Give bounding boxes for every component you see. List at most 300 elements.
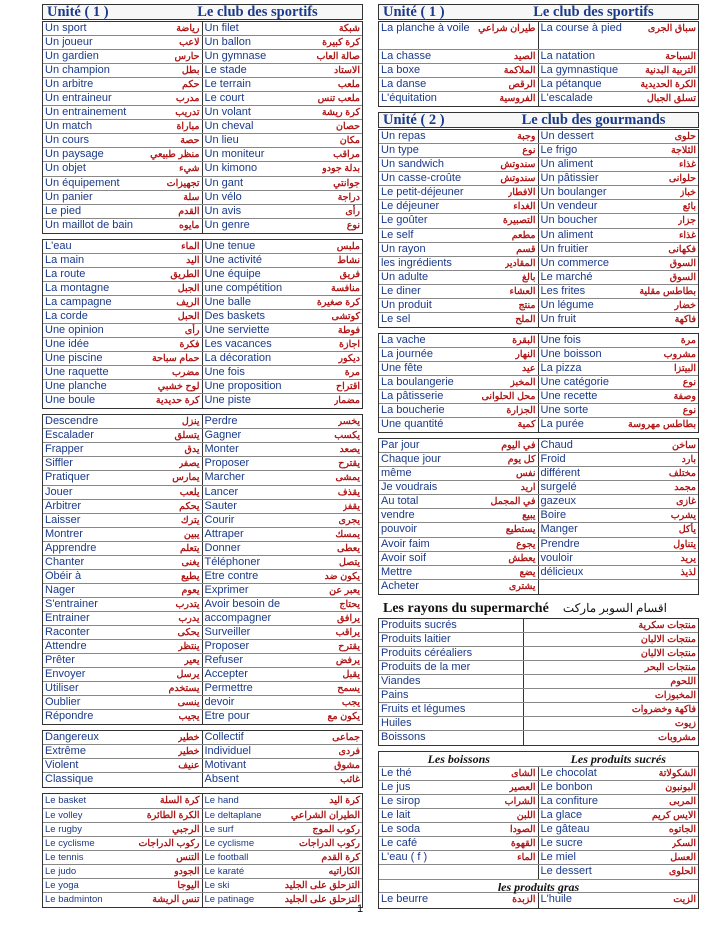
arabic-translation: السوق bbox=[669, 257, 696, 269]
table-row bbox=[379, 144, 698, 158]
arabic-translation: بطل bbox=[181, 65, 200, 77]
arabic-translation: يتدرب bbox=[175, 598, 200, 610]
vocab-pair bbox=[539, 837, 699, 850]
arabic-translation: الزيت bbox=[673, 894, 696, 906]
arabic-translation: حارس bbox=[174, 51, 200, 63]
vocab-pair bbox=[203, 268, 363, 281]
arabic-translation: اجازة bbox=[339, 339, 360, 351]
arabic-translation: السوق bbox=[669, 271, 696, 283]
french-word: Un ballon bbox=[204, 36, 251, 49]
vocab-pair bbox=[43, 338, 203, 351]
vocab-pair bbox=[379, 467, 539, 480]
arabic-translation: يقفز bbox=[342, 500, 360, 512]
french-word: Un gant bbox=[204, 176, 244, 189]
vocab-pair bbox=[539, 509, 699, 522]
vocab-pair bbox=[43, 219, 203, 233]
french-word: Une boule bbox=[45, 394, 96, 407]
arabic-translation: تدريب bbox=[175, 107, 200, 119]
arabic-translation: الغداء bbox=[513, 201, 536, 213]
supermarche-section-title bbox=[378, 600, 699, 618]
table-row bbox=[379, 689, 698, 703]
french-word: Le ski bbox=[204, 879, 230, 891]
arabic-translation: اليوجا bbox=[177, 879, 200, 891]
french-word: Gagner bbox=[204, 429, 242, 442]
table-row bbox=[43, 394, 362, 408]
unit-title: Le club des sportifs bbox=[197, 3, 318, 20]
table-row bbox=[43, 851, 362, 865]
french-word: Un type bbox=[381, 144, 419, 157]
arabic-translation: نوع bbox=[682, 376, 696, 388]
vocab-pair bbox=[43, 556, 203, 569]
french-word: Boissons bbox=[379, 731, 524, 745]
french-word: Une boisson bbox=[540, 347, 602, 360]
french-word: Un avis bbox=[204, 204, 242, 217]
table-row bbox=[43, 654, 362, 668]
arabic-translation: ملعب bbox=[337, 79, 360, 91]
french-word: Froid bbox=[540, 453, 566, 466]
vocab-pair bbox=[43, 134, 203, 147]
french-word: Le beurre bbox=[381, 893, 429, 906]
french-word: La décoration bbox=[204, 352, 272, 365]
vocab-pair bbox=[379, 64, 539, 77]
vocab-pair bbox=[203, 682, 363, 695]
vocab-pair bbox=[43, 731, 203, 744]
arabic-translation: منافسة bbox=[331, 282, 360, 294]
vocab-pair bbox=[379, 809, 539, 822]
arabic-translation: التنس bbox=[176, 851, 200, 863]
arabic-translation: الحبل bbox=[177, 310, 200, 322]
unit-header bbox=[42, 4, 363, 20]
french-word: Un panier bbox=[45, 190, 93, 203]
french-word: Etre pour bbox=[204, 710, 250, 723]
arabic-translation: يرفض bbox=[335, 655, 360, 667]
arabic-translation: يحتاج bbox=[339, 598, 360, 610]
table-row bbox=[43, 191, 362, 205]
vocab-pair bbox=[203, 879, 363, 892]
table-row bbox=[379, 418, 698, 432]
arabic-translation: يحكى bbox=[177, 626, 200, 638]
arabic-translation: يراقب bbox=[335, 626, 360, 638]
french-word: La journée bbox=[381, 347, 433, 360]
vocab-pair bbox=[43, 457, 203, 470]
french-word: Une quantité bbox=[381, 418, 444, 431]
table-row bbox=[43, 514, 362, 528]
vocab-pair bbox=[539, 334, 699, 347]
french-word: les ingrédients bbox=[381, 256, 452, 269]
french-word: Le déjeuner bbox=[381, 200, 440, 213]
unit-label: Unité ( 2 ) bbox=[383, 111, 445, 128]
supermarche-title-arabic: اقسام السوبر ماركت bbox=[562, 601, 667, 616]
vocab-table bbox=[42, 730, 363, 788]
french-word: Le dessert bbox=[540, 865, 592, 878]
arabic-translation: الصيد bbox=[513, 51, 536, 62]
french-word: Une recette bbox=[540, 390, 598, 403]
table-row bbox=[43, 64, 362, 78]
vocab-pair bbox=[203, 310, 363, 323]
arabic-translation: يستخدم bbox=[168, 683, 200, 695]
french-word: Le frigo bbox=[540, 144, 578, 157]
french-word: Le self bbox=[381, 228, 414, 241]
table-row bbox=[379, 200, 698, 214]
french-word: Un cheval bbox=[204, 120, 254, 133]
vocab-pair bbox=[43, 542, 203, 555]
arabic-translation: مكان bbox=[339, 135, 360, 147]
vocab-pair bbox=[43, 809, 203, 822]
arabic-translation: مشوق bbox=[334, 760, 360, 772]
arabic-translation: بطاطس مهروسة bbox=[628, 419, 696, 431]
vocab-pair bbox=[203, 22, 363, 35]
vocab-pair bbox=[203, 640, 363, 653]
arabic-translation: اللبن bbox=[516, 810, 536, 822]
table-row bbox=[379, 481, 698, 495]
french-word: Par jour bbox=[381, 439, 420, 452]
table-row bbox=[379, 467, 698, 481]
vocab-pair bbox=[379, 552, 539, 565]
arabic-translation: نشاط bbox=[337, 254, 360, 266]
french-word: Exprimer bbox=[204, 583, 249, 596]
arabic-translation: يترك bbox=[180, 514, 200, 526]
french-word: Prendre bbox=[540, 537, 580, 550]
french-word: L'escalade bbox=[540, 92, 593, 105]
vocab-pair bbox=[539, 362, 699, 375]
vocab-pair bbox=[379, 200, 539, 213]
french-word: La danse bbox=[381, 78, 427, 91]
french-word: Une proposition bbox=[204, 380, 282, 393]
arabic-translation: يقترح bbox=[338, 641, 360, 653]
table-row bbox=[379, 271, 698, 285]
arabic-translation: نوع bbox=[346, 219, 360, 231]
vocab-pair bbox=[203, 64, 363, 77]
vocab-pair bbox=[379, 390, 539, 403]
table-row bbox=[379, 717, 698, 731]
vocab-pair bbox=[379, 453, 539, 466]
french-word: Le petit-déjeuner bbox=[381, 186, 464, 199]
french-word: Un boucher bbox=[540, 214, 598, 227]
arabic-translation: فكرة bbox=[179, 339, 200, 351]
table-row bbox=[379, 313, 698, 327]
french-word: La campagne bbox=[45, 295, 112, 308]
vocab-pair bbox=[203, 338, 363, 351]
french-word: Un arbitre bbox=[45, 78, 94, 91]
french-word: Pratiquer bbox=[45, 471, 90, 484]
vocab-pair bbox=[43, 682, 203, 695]
table-row bbox=[43, 36, 362, 50]
table-row bbox=[43, 640, 362, 654]
arabic-translation: الجاتوه bbox=[668, 824, 696, 836]
arabic-translation: خطير bbox=[177, 732, 200, 744]
french-word: Le basket bbox=[45, 795, 87, 807]
arabic-translation: ينسى bbox=[177, 697, 200, 709]
arabic-translation: حلوى bbox=[674, 131, 696, 143]
table-row bbox=[379, 362, 698, 376]
vocab-pair bbox=[43, 612, 203, 625]
french-word: Un casse-croûte bbox=[381, 172, 462, 185]
french-word: Un vendeur bbox=[540, 200, 598, 213]
french-word: Le yoga bbox=[45, 879, 79, 891]
vocab-pair bbox=[539, 299, 699, 312]
arabic-translation: الجزارة bbox=[506, 405, 536, 417]
french-word: Dangereux bbox=[45, 731, 99, 744]
vocab-pair bbox=[203, 120, 363, 133]
french-word: Accepter bbox=[204, 668, 248, 681]
arabic-translation: يلعب bbox=[179, 486, 200, 498]
vocab-pair bbox=[203, 443, 363, 456]
vocab-pair bbox=[43, 191, 203, 204]
arabic-translation: مايوه bbox=[178, 219, 200, 231]
french-word: Le surf bbox=[204, 823, 234, 835]
vocab-pair bbox=[43, 162, 203, 175]
table-row bbox=[379, 809, 698, 823]
vocab-pair bbox=[379, 823, 539, 836]
french-word: Oublier bbox=[45, 696, 81, 709]
arabic-translation: الرجبي bbox=[172, 823, 200, 835]
french-word: L'huile bbox=[540, 893, 572, 906]
vocab-pair bbox=[43, 415, 203, 428]
vocab-pair bbox=[43, 486, 203, 499]
table-row bbox=[43, 352, 362, 366]
french-word: Motivant bbox=[204, 759, 247, 772]
table-row bbox=[43, 296, 362, 310]
french-word: Individuel bbox=[204, 745, 251, 758]
french-word: Avoir soif bbox=[381, 551, 427, 564]
french-word: Le pied bbox=[45, 204, 82, 217]
table-row bbox=[379, 285, 698, 299]
french-word: devoir bbox=[204, 696, 235, 709]
vocab-pair bbox=[43, 626, 203, 639]
table-row bbox=[43, 240, 362, 254]
french-word: La gymnastique bbox=[540, 64, 619, 77]
french-word: Jouer bbox=[45, 485, 73, 498]
vocab-pair bbox=[539, 481, 699, 494]
french-word: Des baskets bbox=[204, 309, 266, 322]
french-word: Une tenue bbox=[204, 239, 256, 252]
vocab-pair bbox=[43, 36, 203, 49]
table-row bbox=[379, 243, 698, 257]
french-word: Une opinion bbox=[45, 323, 104, 336]
vocab-pair bbox=[43, 240, 203, 253]
arabic-translation: يعبر عن bbox=[329, 584, 360, 596]
drinks-rows bbox=[379, 766, 698, 879]
table-row bbox=[43, 837, 362, 851]
vocab-pair bbox=[379, 495, 539, 508]
vocab-pair bbox=[539, 781, 699, 794]
arabic-translation: فردى bbox=[338, 746, 360, 758]
vocab-pair bbox=[43, 254, 203, 267]
french-word: différent bbox=[540, 467, 581, 480]
table-row bbox=[43, 710, 362, 724]
vocab-pair bbox=[379, 172, 539, 185]
french-word: Le goûter bbox=[381, 214, 428, 227]
boissons-title: Les boissons bbox=[427, 752, 490, 767]
vocab-pair bbox=[43, 282, 203, 295]
arabic-translation: فاكهة bbox=[674, 313, 696, 325]
french-word: même bbox=[381, 467, 412, 480]
french-word: Une idée bbox=[45, 338, 90, 351]
table-row bbox=[43, 219, 362, 233]
french-word: Un genre bbox=[204, 218, 250, 231]
arabic-translation: حصة bbox=[180, 135, 200, 147]
arabic-translation: يعطش bbox=[508, 552, 536, 564]
vocab-pair bbox=[203, 240, 363, 253]
french-word: La boxe bbox=[381, 64, 421, 77]
arabic-translation: يتسلق bbox=[174, 430, 200, 442]
vocab-pair bbox=[43, 584, 203, 597]
table-row bbox=[379, 552, 698, 566]
table-row bbox=[43, 162, 362, 176]
vocab-pair bbox=[43, 837, 203, 850]
french-word: Un vélo bbox=[204, 190, 242, 203]
arabic-translation: يبيع bbox=[522, 510, 536, 522]
vocab-pair bbox=[539, 144, 699, 157]
french-word: Sauter bbox=[204, 499, 237, 512]
arabic-translation: رأى bbox=[184, 324, 200, 336]
vocab-pair bbox=[203, 710, 363, 724]
vocab-pair bbox=[203, 486, 363, 499]
arabic-translation: العشاء bbox=[509, 285, 536, 297]
arabic-translation: مرة bbox=[680, 334, 696, 346]
vocab-pair bbox=[379, 376, 539, 389]
french-word: La confiture bbox=[540, 795, 598, 808]
table-row bbox=[43, 120, 362, 134]
vocab-pair bbox=[203, 598, 363, 611]
french-word: Nager bbox=[45, 583, 75, 596]
arabic-translation: يستطيع bbox=[505, 524, 536, 536]
vocab-pair bbox=[203, 612, 363, 625]
arabic-translation: مباراة bbox=[176, 121, 200, 133]
vocab-pair bbox=[539, 92, 699, 106]
vocab-pair bbox=[539, 795, 699, 808]
vocab-pair bbox=[43, 22, 203, 35]
french-word: Montrer bbox=[45, 527, 83, 540]
vocab-pair bbox=[379, 229, 539, 242]
vocab-pair bbox=[203, 296, 363, 309]
french-word: S'entrainer bbox=[45, 597, 98, 610]
french-word: Les vacances bbox=[204, 338, 272, 351]
drinks-subheaders bbox=[379, 752, 698, 766]
arabic-translation: يشترى bbox=[508, 580, 536, 592]
table-row bbox=[43, 865, 362, 879]
vocab-pair bbox=[203, 415, 363, 428]
table-row bbox=[43, 324, 362, 338]
arabic-translation: بالغ bbox=[522, 271, 536, 283]
vocab-pair bbox=[379, 795, 539, 808]
french-word: Un sandwich bbox=[381, 158, 444, 171]
vocab-pair bbox=[43, 514, 203, 527]
vocab-pair bbox=[379, 334, 539, 347]
arabic-translation: في اليوم bbox=[501, 440, 536, 452]
table-row bbox=[43, 626, 362, 640]
table-row bbox=[43, 486, 362, 500]
vocab-pair bbox=[539, 64, 699, 77]
arabic-translation: منظر طبيعي bbox=[150, 149, 200, 161]
table-row bbox=[43, 22, 362, 36]
french-word: Le sel bbox=[381, 312, 411, 325]
arabic-translation: يريد bbox=[680, 552, 696, 564]
arabic-translation: جوانتي bbox=[333, 177, 360, 189]
table-row bbox=[379, 619, 698, 633]
table-row bbox=[379, 865, 698, 879]
arabic-translation: شيء bbox=[179, 163, 200, 175]
arabic-translation: العصير bbox=[509, 782, 536, 794]
french-word bbox=[539, 580, 697, 594]
arabic-translation: فكهانى bbox=[668, 243, 696, 255]
french-word: vouloir bbox=[540, 551, 573, 564]
vocab-pair bbox=[203, 380, 363, 393]
arabic-translation: كرة القدم bbox=[321, 851, 360, 863]
french-word: Les frites bbox=[540, 284, 586, 297]
unit-title: Le club des gourmands bbox=[521, 111, 666, 128]
vocab-pair bbox=[379, 538, 539, 551]
vocab-pair bbox=[43, 106, 203, 119]
arabic-translation: الافطار bbox=[507, 187, 536, 199]
french-word: Un adulte bbox=[381, 270, 429, 283]
table-row bbox=[43, 50, 362, 64]
french-word: Monter bbox=[204, 443, 239, 456]
arabic-translation: السكر bbox=[671, 838, 696, 850]
vocab-pair bbox=[539, 823, 699, 836]
french-word: Au total bbox=[381, 495, 419, 508]
arabic-translation: يصعد bbox=[339, 444, 360, 456]
french-word: Collectif bbox=[204, 731, 244, 744]
arabic-translation: نوع bbox=[522, 145, 536, 157]
french-word: Je voudrais bbox=[381, 481, 438, 494]
french-word: La montagne bbox=[45, 281, 110, 294]
table-row bbox=[43, 148, 362, 162]
arabic-translation: السباحة bbox=[665, 51, 696, 62]
table-row bbox=[43, 759, 362, 773]
arabic-translation: يضع bbox=[519, 566, 536, 578]
table-row bbox=[43, 380, 362, 394]
french-word: Chaud bbox=[540, 439, 573, 452]
vocab-pair bbox=[43, 500, 203, 513]
table-row bbox=[43, 879, 362, 893]
table-row bbox=[379, 837, 698, 851]
vocab-pair bbox=[539, 418, 699, 432]
arabic-translation: منتج bbox=[518, 299, 536, 311]
french-word: Le café bbox=[381, 837, 418, 850]
arabic-translation: مرة bbox=[344, 367, 360, 379]
arabic-translation: يجيب bbox=[178, 711, 200, 723]
arabic-translation: بطاطس مقلية bbox=[639, 285, 696, 297]
table-row bbox=[43, 794, 362, 808]
table-row bbox=[379, 22, 698, 50]
table-row bbox=[43, 177, 362, 191]
vocab-pair bbox=[203, 570, 363, 583]
arabic-translation: حصان bbox=[336, 121, 360, 133]
arabic-translation: الشاى bbox=[511, 768, 536, 780]
arabic-translation: خضار bbox=[674, 299, 696, 311]
arabic-translation: المخبز bbox=[510, 376, 536, 388]
vocab-pair bbox=[539, 439, 699, 452]
table-row bbox=[379, 186, 698, 200]
vocab-pair bbox=[379, 767, 539, 780]
french-word: Le cyclisme bbox=[204, 837, 255, 849]
table-row bbox=[379, 823, 698, 837]
vocab-pair bbox=[43, 78, 203, 91]
french-word: Le terrain bbox=[204, 78, 251, 91]
vocab-pair bbox=[43, 823, 203, 836]
table-row bbox=[379, 453, 698, 467]
french-word: Le soda bbox=[381, 823, 421, 836]
arabic-translation: الزبدة bbox=[512, 894, 536, 906]
table-row bbox=[43, 92, 362, 106]
french-word: surgelé bbox=[540, 481, 577, 494]
vocab-table bbox=[42, 239, 363, 410]
french-word: Le court bbox=[204, 92, 245, 105]
arabic-translation: القدم bbox=[178, 205, 200, 217]
arabic-translation: صالة العاب bbox=[316, 51, 360, 63]
arabic-translation: يكون ضد bbox=[324, 570, 360, 582]
